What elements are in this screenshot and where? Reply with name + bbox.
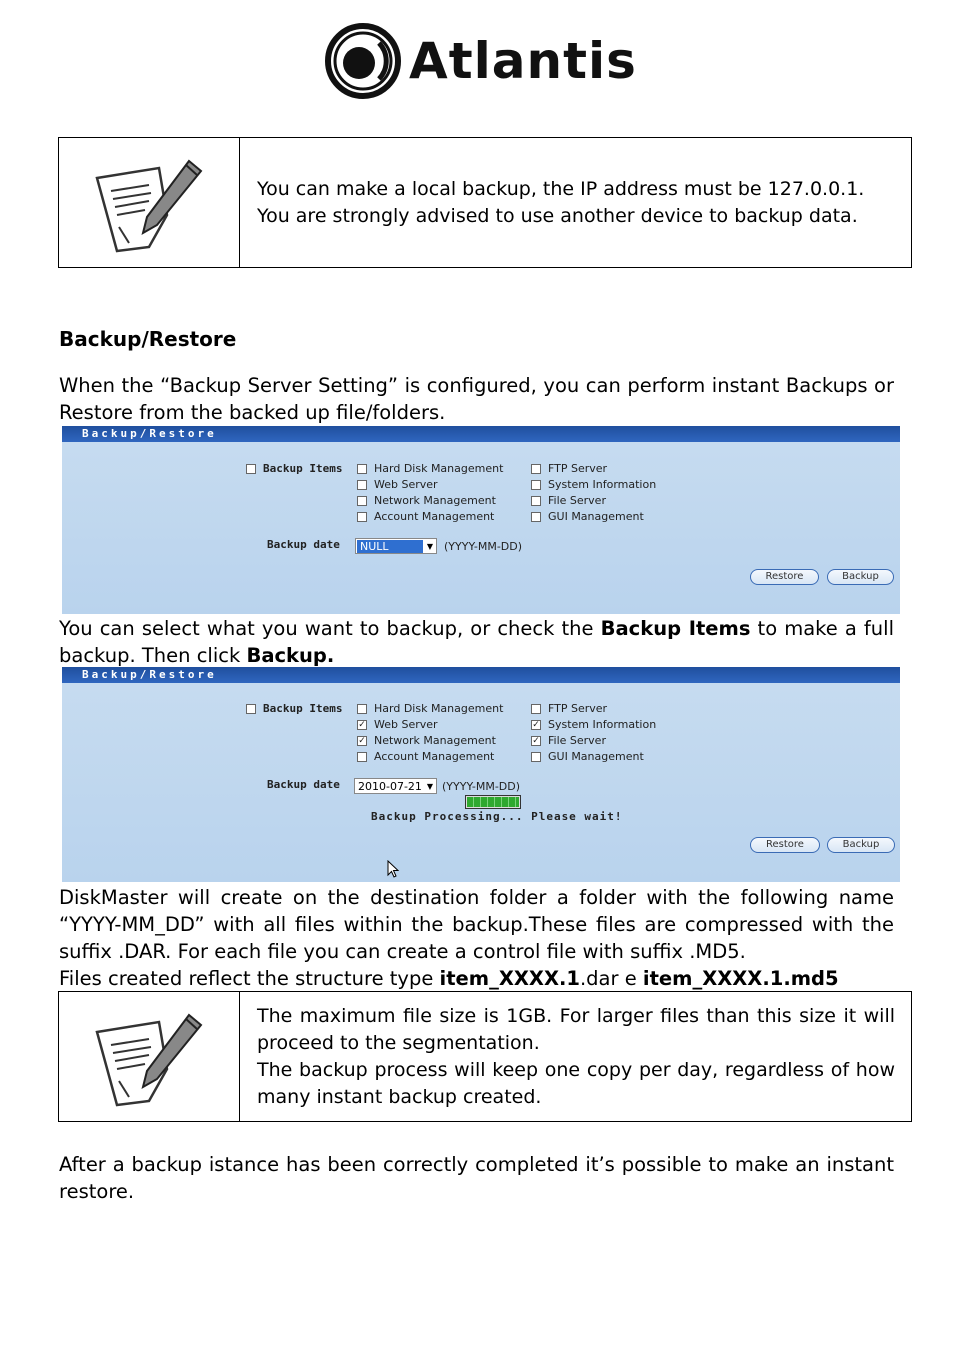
date-format-hint: (YYYY-MM-DD) bbox=[444, 540, 523, 553]
section-heading: Backup/Restore bbox=[59, 327, 237, 351]
checkbox-box[interactable] bbox=[357, 704, 367, 714]
checkbox-box[interactable] bbox=[531, 512, 541, 522]
processing-status: Backup Processing... Please wait! bbox=[371, 810, 623, 823]
checkbox-box[interactable] bbox=[357, 480, 367, 490]
text-run: .dar e bbox=[579, 967, 643, 990]
backup-date-value: NULL bbox=[357, 540, 423, 553]
backup-items-label: Backup Items bbox=[263, 702, 343, 715]
backup-button[interactable]: Backup bbox=[827, 569, 894, 585]
date-format-hint: (YYYY-MM-DD) bbox=[442, 780, 521, 793]
files-structure-line bbox=[59, 965, 894, 992]
atlantis-logo-icon bbox=[323, 21, 403, 101]
backup-date-label: Backup date bbox=[267, 778, 340, 791]
text-run: to make a full backup. Then click bbox=[59, 617, 894, 667]
diskmaster-paragraph: DiskMaster will create on the destination folder a folder with the following name “YYYY-MM_DD” with all files within the backup.These files are compressed with the suffix .DAR. For each file you can create a control file with suffix .MD5. bbox=[59, 886, 894, 963]
note-line: The maximum file size is 1GB. For larger files than this size it will proceed to the segmentation. bbox=[257, 1004, 895, 1054]
checkbox-box[interactable] bbox=[246, 464, 256, 474]
progress-fill bbox=[467, 797, 519, 807]
backup-items-checkbox[interactable] bbox=[246, 462, 342, 475]
final-paragraph: After a backup istance has been correctly completed it’s possible to make an instant restore. bbox=[59, 1153, 894, 1203]
checkbox-box-checked[interactable]: ✓ bbox=[532, 735, 540, 746]
checkbox-label: Web Server bbox=[374, 718, 438, 731]
backup-restore-panel-empty bbox=[62, 426, 900, 614]
checkbox-ftp-server[interactable] bbox=[531, 702, 607, 715]
checkbox-file-server[interactable] bbox=[531, 734, 606, 747]
checkbox-network-management[interactable] bbox=[357, 494, 496, 507]
backup-date-value: 2010-07-21 bbox=[358, 779, 422, 793]
note-pencil-icon bbox=[89, 1007, 209, 1107]
checkbox-account-management[interactable] bbox=[357, 510, 494, 523]
backup-progress-bar bbox=[465, 795, 521, 809]
text-run: Files created reflect the structure type bbox=[59, 967, 440, 990]
checkbox-label: System Information bbox=[548, 478, 657, 491]
checkbox-system-information[interactable] bbox=[531, 478, 656, 491]
checkbox-box[interactable] bbox=[531, 480, 541, 490]
note-pencil-icon bbox=[89, 153, 209, 253]
checkbox-label: System Information bbox=[548, 718, 657, 731]
bold-run: item_XXXX.1.md5 bbox=[642, 967, 839, 990]
checkbox-gui-management[interactable] bbox=[531, 510, 644, 523]
checkbox-label: GUI Management bbox=[548, 510, 644, 523]
checkbox-box[interactable] bbox=[357, 752, 367, 762]
checkbox-gui-management[interactable] bbox=[531, 750, 644, 763]
checkbox-box[interactable] bbox=[357, 464, 367, 474]
checkbox-box[interactable] bbox=[531, 496, 541, 506]
mouse-cursor-icon bbox=[387, 860, 399, 878]
backup-items-checkbox[interactable] bbox=[246, 702, 342, 715]
checkbox-box-checked[interactable]: ✓ bbox=[358, 719, 366, 730]
checkbox-label: GUI Management bbox=[548, 750, 644, 763]
restore-button[interactable]: Restore bbox=[750, 569, 819, 585]
checkbox-label: File Server bbox=[548, 494, 606, 507]
note-box-local-backup bbox=[58, 137, 912, 268]
note-icon-cell bbox=[59, 992, 240, 1121]
checkbox-label: Hard Disk Management bbox=[374, 462, 504, 475]
checkbox-label: Hard Disk Management bbox=[374, 702, 504, 715]
checkbox-web-server[interactable] bbox=[357, 718, 438, 731]
chevron-down-icon[interactable]: ▼ bbox=[426, 781, 434, 791]
select-paragraph bbox=[59, 615, 894, 669]
checkbox-system-information[interactable] bbox=[531, 718, 656, 731]
checkbox-file-server[interactable] bbox=[531, 494, 606, 507]
checkbox-hard-disk-management[interactable] bbox=[357, 702, 503, 715]
checkbox-network-management[interactable] bbox=[357, 734, 496, 747]
panel-title: Backup/Restore bbox=[62, 426, 900, 442]
bold-run: Backup Items bbox=[600, 617, 751, 640]
backup-date-select[interactable] bbox=[354, 778, 437, 794]
bold-run: Backup. bbox=[246, 644, 335, 667]
checkbox-label: Account Management bbox=[374, 750, 495, 763]
checkbox-account-management[interactable] bbox=[357, 750, 494, 763]
checkbox-box-checked[interactable]: ✓ bbox=[532, 719, 540, 730]
brand-name: Atlantis bbox=[409, 32, 637, 90]
bold-run: item_XXXX.1 bbox=[439, 967, 580, 990]
backup-date-label: Backup date bbox=[267, 538, 340, 551]
checkbox-hard-disk-management[interactable] bbox=[357, 462, 503, 475]
checkbox-box[interactable] bbox=[531, 752, 541, 762]
panel-title: Backup/Restore bbox=[62, 667, 900, 683]
text-run: You can select what you want to backup, or check the bbox=[59, 617, 601, 640]
note-box-file-size bbox=[58, 991, 912, 1122]
checkbox-box[interactable] bbox=[357, 496, 367, 506]
checkbox-box-checked[interactable]: ✓ bbox=[358, 735, 366, 746]
checkbox-box[interactable] bbox=[531, 704, 541, 714]
checkbox-box[interactable] bbox=[531, 464, 541, 474]
restore-button[interactable]: Restore bbox=[750, 837, 820, 853]
checkbox-label: FTP Server bbox=[548, 702, 608, 715]
backup-restore-panel-processing bbox=[62, 667, 900, 882]
note-line: You can make a local backup, the IP address must be 127.0.0.1. bbox=[257, 177, 865, 200]
checkbox-label: Network Management bbox=[374, 734, 496, 747]
checkbox-label: Account Management bbox=[374, 510, 495, 523]
backup-button[interactable]: Backup bbox=[827, 837, 895, 853]
checkbox-label: Web Server bbox=[374, 478, 438, 491]
checkbox-web-server[interactable] bbox=[357, 478, 438, 491]
chevron-down-icon[interactable]: ▼ bbox=[426, 541, 434, 551]
intro-paragraph: When the “Backup Server Setting” is configured, you can perform instant Backups or Restore from the backed up file/folders. bbox=[59, 374, 894, 424]
atlantis-logo bbox=[323, 20, 637, 102]
checkbox-label: File Server bbox=[548, 734, 606, 747]
checkbox-label: FTP Server bbox=[548, 462, 608, 475]
checkbox-box[interactable] bbox=[246, 704, 256, 714]
backup-items-label: Backup Items bbox=[263, 462, 343, 475]
note-line: You are strongly advised to use another device to backup data. bbox=[257, 204, 858, 227]
checkbox-label: Network Management bbox=[374, 494, 496, 507]
note-line: The backup process will keep one copy per day, regardless of how many instant backup created. bbox=[257, 1058, 895, 1108]
note-text-cell bbox=[240, 138, 911, 267]
checkbox-box[interactable] bbox=[357, 512, 367, 522]
checkbox-ftp-server[interactable] bbox=[531, 462, 607, 475]
note-text-cell bbox=[240, 992, 911, 1121]
backup-date-select[interactable] bbox=[355, 538, 437, 554]
note-icon-cell bbox=[59, 138, 240, 267]
